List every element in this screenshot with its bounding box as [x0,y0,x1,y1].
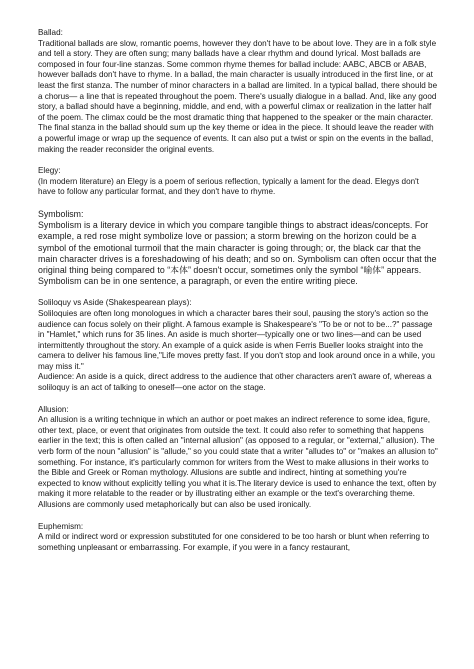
section-paragraph: Symbolism is a literary device in which you compare tangible things to abstract ideas/concepts. For example, a red rose might symbolize love or passion; a storm brewing on the horizon could be a symbol of the emotional turmoil that the main character is going through; or, the black car that the main character drives is a foreshadowing of his death; and so on. Symbolism can often occur that the original thing being compared to “本体” doesn't occur, sometimes only the symbol “喻体” appears. Symbolism can be in one sentence, a paragraph, or even the entire writing piece. [38,220,437,287]
section-paragraph: Soliloquies are often long monologues in which a character bares their soul, pausing the story's action so the audience can focus solely on their plight. A famous example is Shakespeare's "To be or not to be...?" passage in "Hamlet," which runs for 35 lines. An aside is much shorter—typically one or two lines—and can be used intermittently throughout the story. An example of a quick aside is when Ferris Bueller looks straight into the camera to deliver his famous line,"Life moves pretty fast. If you don't stop and look around once in a while, you may miss it." [38,308,435,371]
section-paragraph: A mild or indirect word or expression substituted for one considered to be too harsh or blunt when referring to something unpleasant or embarrassing. For example, if you were in a fancy restaurant, [38,532,430,552]
section-soliloquy [38,298,438,393]
section-allusion [38,405,438,511]
section-euphemism [38,522,438,554]
section-heading: Soliloquy vs Aside (Shakespearean plays): [38,298,192,308]
section-ballad [38,28,438,155]
section-paragraph: (In modern literature) an Elegy is a poem of serious reflection, typically a lament for the dead. Elegys don't have to follow any particular format, and they don't have to rhyme. [38,176,419,197]
section-paragraph: An allusion is a writing technique in which an author or poet makes an indirect reference to some idea, figure, other text, place, or event that originates from outside the text. It could also refer to something that happens earlier in the text; this is often called an "internal allusion" (as opposed to a regular, or "external," allusion). The verb form of the noun "allusion" is "allude," so you could state that a writer "alludes to" or "makes an allusion to" something. For instance, it's particularly common for writers from the West to make allusions in their works to the Bible and Greek or Roman mythology. Allusions are subtle and indirect, hinting at something you're expected to know without explicitly telling you what it is.The literary device is used to enhance the text, often by making it more relatable to the reader or by illustrating either an example or the text's overarching theme. Allusions are commonly used metaphorically but can also be used ironically. [38,415,438,510]
section-paragraph: Audience: An aside is a quick, direct address to the audience that other characters aren't aware of, whereas a soliloquy is an act of talking to oneself—one actor on the stage. [38,372,432,393]
section-heading: Euphemism: [38,521,84,531]
section-heading: Allusion: [38,404,69,414]
section-heading: Symbolism: [38,208,84,219]
section-heading: Ballad: [38,28,63,37]
document-page [38,28,438,564]
section-heading: Elegy: [38,166,61,176]
section-paragraph: Traditional ballads are slow, romantic poems, however they don't have to be about love. They are in a folk style and tell a story. They are often sung; many ballads have a clear rhythm and dound lyrical. Most ballads are composed in four four-line stanzas. Some common rhyme themes for ballad include: AABC, ABCB or ABAB, however ballads don't have to rhyme. In a ballad, the main character is usually introduced in the first line, or at least the first stanza. The number of minor characters in a ballad are limited. In a typical ballad, there should be a chorus— a line that is repeated throughout the poem. There's usually dialogue in a ballad. And, like any good story, a ballad should have a beginning, middle, and end, with a powerful climax or realization in the latter half of the poem. The climax could be the most dramatic thing that happened to the speaker or the main character. The final stanza in the ballad should sum up the key theme or idea in the piece. It should leave the reader with a powerful image or wrap up the sequence of events. It can also put a twist or spin on the events in the ballad, making the reader reconsider the original events. [38,38,438,154]
section-elegy [38,166,438,198]
section-symbolism [38,209,438,287]
